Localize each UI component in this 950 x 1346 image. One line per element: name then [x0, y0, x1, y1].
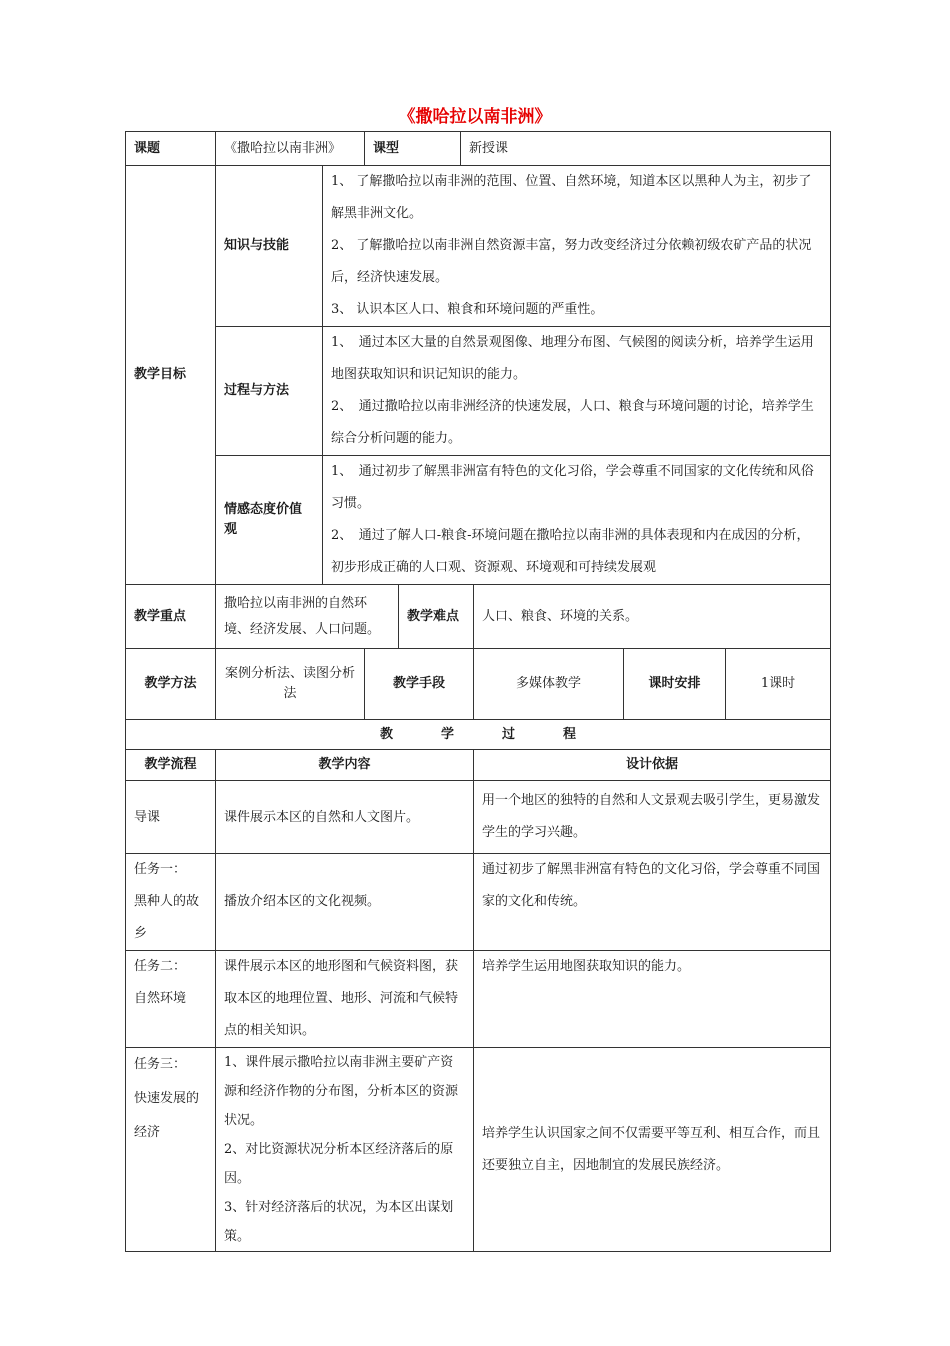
column-header-basis: 设计依据 — [474, 750, 831, 781]
basis-line: 用一个地区的独特的自然和人文景观去吸引学生，更易激发学生的学习兴趣。 — [482, 793, 821, 840]
flow-cell — [126, 1048, 216, 1252]
flow-line: 导课 — [134, 809, 161, 825]
emotion-label: 情感态度价值观 — [216, 456, 323, 585]
content-line: 播放介绍本区的文化视频。 — [224, 894, 381, 909]
table-row — [126, 1048, 831, 1252]
basis-line: 培养学生认识国家之间不仅需要平等互利、相互合作，而且还要独立自主，因地制宜的发展民族经济。 — [482, 1125, 821, 1173]
flow-line: 快速发展的经济 — [134, 1091, 200, 1140]
document-title: 《撒哈拉以南非洲》 — [398, 107, 552, 127]
basis-cell — [474, 951, 831, 1048]
topic-label: 课题 — [126, 132, 216, 166]
content-cell — [216, 1048, 474, 1252]
emotion-line: 1、 通过初步了解黑非洲富有特色的文化习俗，学会尊重不同国家的文化传统和风俗习惯。 — [331, 464, 814, 511]
content-cell — [216, 781, 474, 854]
flow-line: 任务一： — [134, 862, 187, 877]
process-content — [323, 327, 831, 456]
basis-line: 培养学生运用地图获取知识的能力。 — [482, 959, 691, 974]
basis-cell — [474, 781, 831, 854]
knowledge-line: 2、 了解撒哈拉以南非洲自然资源丰富，努力改变经济过分依赖初级农矿产品的状况后，经济快速发展。 — [331, 238, 812, 285]
content-line: 3、针对经济落后的状况，为本区出谋划策。 — [224, 1200, 454, 1244]
column-header-flow: 教学流程 — [126, 750, 216, 781]
knowledge-line: 1、 了解撒哈拉以南非洲的范围、位置、自然环境，知道本区以黑种人为主，初步了解黑非洲文化。 — [331, 174, 812, 221]
content-cell — [216, 951, 474, 1048]
flow-cell — [126, 951, 216, 1048]
emotion-line: 2、 通过了解人口-粮食-环境问题在撒哈拉以南非洲的具体表现和内在成因的分析，初步形成正确的人口观、资源观、环境观和可持续发展观 — [331, 528, 810, 575]
objective-process-row — [126, 327, 831, 456]
process-heading-row — [126, 720, 831, 750]
content-line: 课件展示本区的自然和人文图片。 — [224, 809, 420, 825]
knowledge-line: 3、 认识本区人口、粮食和环境问题的严重性。 — [331, 302, 604, 317]
content-line: 课件展示本区的地形图和气候资料图，获取本区的地理位置、地形、河流和气候特点的相关知识。 — [224, 959, 459, 1038]
flow-line: 黑种人的故乡 — [134, 894, 200, 941]
method-row — [126, 649, 831, 720]
knowledge-label: 知识与技能 — [216, 166, 323, 327]
heading-char: 学 — [440, 726, 454, 742]
process-columns-row — [126, 750, 831, 781]
process-line: 1、 通过本区大量的自然景观图像、地理分布图、气候图的阅读分析，培养学生运用地图获取知识和识记知识的能力。 — [331, 335, 814, 382]
heading-char: 过 — [502, 726, 516, 742]
flow-line: 自然环境 — [134, 991, 187, 1006]
flow-line: 任务二： — [134, 959, 187, 974]
content-line: 1、课件展示撒哈拉以南非洲主要矿产资源和经济作物的分布图，分析本区的资源状况。 — [224, 1055, 459, 1128]
method-label: 教学方法 — [126, 649, 216, 720]
header-row — [126, 132, 831, 166]
difficulty-value: 人口、粮食、环境的关系。 — [474, 585, 831, 649]
basis-cell — [474, 854, 831, 951]
hours-label: 课时安排 — [624, 649, 726, 720]
focus-label: 教学重点 — [126, 585, 216, 649]
flow-cell — [126, 854, 216, 951]
table-row — [126, 854, 831, 951]
process-label: 过程与方法 — [216, 327, 323, 456]
method-value: 案例分析法、读图分析法 — [216, 649, 365, 720]
objective-emotion-row — [126, 456, 831, 585]
knowledge-content — [323, 166, 831, 327]
means-label: 教学手段 — [365, 649, 474, 720]
content-cell — [216, 854, 474, 951]
heading-char: 教 — [379, 726, 393, 742]
type-value: 新授课 — [461, 132, 831, 166]
lesson-plan-table — [125, 131, 831, 1252]
means-value: 多媒体教学 — [474, 649, 624, 720]
process-line: 2、 通过撒哈拉以南非洲经济的快速发展，人口、粮食与环境问题的讨论，培养学生综合分析问题的能力。 — [331, 399, 814, 446]
process-heading — [126, 720, 831, 750]
hours-value: 1课时 — [726, 649, 831, 720]
objectives-label: 教学目标 — [126, 166, 216, 585]
emotion-content — [323, 456, 831, 585]
key-points-row — [126, 585, 831, 649]
type-label: 课型 — [365, 132, 461, 166]
topic-value: 《撒哈拉以南非洲》 — [216, 132, 365, 166]
table-row — [126, 781, 831, 854]
focus-value: 撒哈拉以南非洲的自然环境、经济发展、人口问题。 — [216, 585, 399, 649]
flow-line: 任务三： — [134, 1057, 187, 1072]
heading-char: 程 — [563, 726, 577, 742]
difficulty-label: 教学难点 — [399, 585, 474, 649]
objective-knowledge-row — [126, 166, 831, 327]
flow-cell — [126, 781, 216, 854]
column-header-content: 教学内容 — [216, 750, 474, 781]
basis-cell — [474, 1048, 831, 1252]
basis-line: 通过初步了解黑非洲富有特色的文化习俗，学会尊重不同国家的文化和传统。 — [482, 862, 821, 909]
content-line: 2、对比资源状况分析本区经济落后的原因。 — [224, 1142, 454, 1186]
table-row — [126, 951, 831, 1048]
